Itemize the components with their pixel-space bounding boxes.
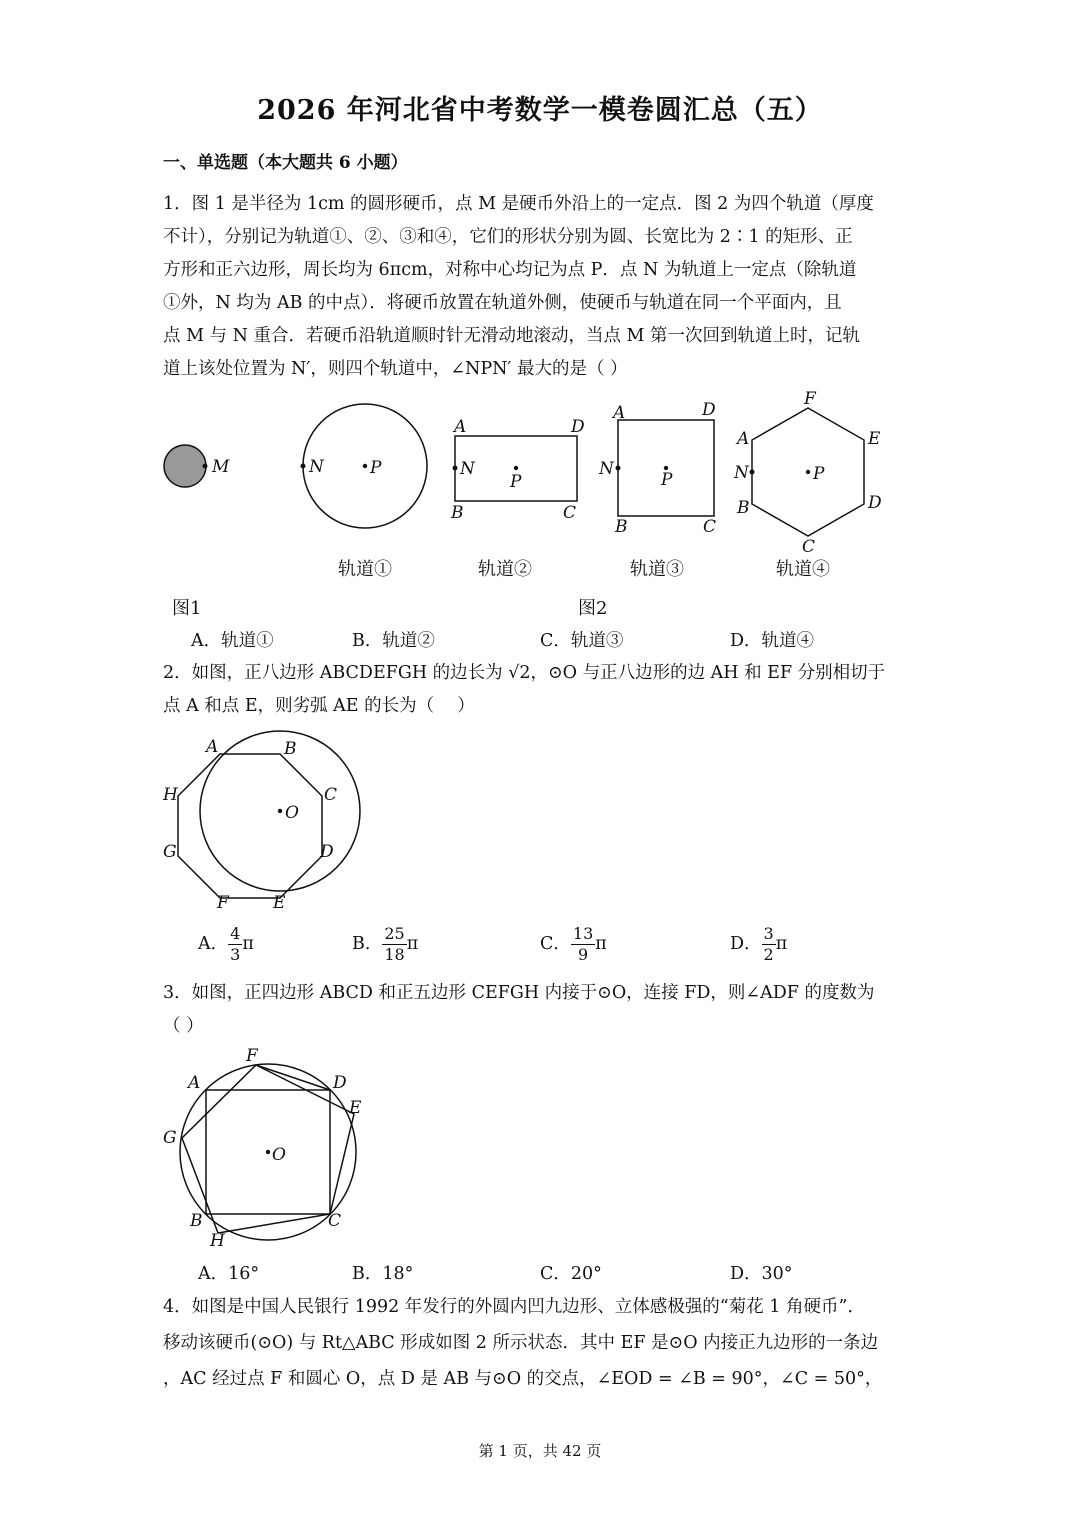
octagon-shape [178, 754, 322, 898]
pi-symbol: π [595, 934, 607, 954]
q3-option-b[interactable]: B．18° [352, 1264, 414, 1284]
track-4-caption: 轨道④ [776, 559, 830, 580]
q1-option-b[interactable]: B．轨道② [352, 631, 435, 651]
q1-option-a[interactable]: A．轨道① [191, 631, 274, 651]
text-line: ①外，N 均为 AB 的中点）．将硬币放置在轨道外侧，使硬币与轨道在同一个平面内，且 [163, 293, 842, 313]
figure-1-caption: 图1 [172, 598, 202, 619]
q2-option-c[interactable] [540, 924, 607, 965]
pi-symbol: π [775, 934, 788, 954]
label-c: C [328, 1211, 342, 1231]
label-c: C [563, 503, 577, 523]
label-o: O [285, 803, 299, 823]
option-letter: A． [198, 934, 229, 954]
label-b: B [451, 503, 464, 523]
track-3-caption: 轨道③ [630, 559, 684, 580]
question-4-text [163, 1289, 923, 1397]
fraction-denominator: 2 [763, 945, 774, 964]
q3-option-d[interactable]: D．30° [730, 1264, 793, 1284]
label-a: A [613, 403, 626, 423]
label-o: O [272, 1145, 286, 1165]
label-e: E [273, 893, 286, 913]
q1-option-d[interactable]: D．轨道④ [730, 631, 815, 651]
label-a: A [737, 429, 750, 449]
fraction-denominator: 3 [230, 945, 241, 964]
label-n: N [309, 457, 324, 477]
point-n [301, 464, 306, 469]
label-a: A [454, 417, 467, 437]
text-line: 2．如图，正八边形 ABCDEFGH 的边长为 √2，⊙O 与正八边形的边 AH 和 EF 分别相切于 [163, 663, 886, 683]
label-b: B [615, 517, 628, 537]
question-3-figure [155, 1040, 375, 1255]
label-p: P [661, 470, 673, 490]
fraction-numerator: 13 [572, 924, 594, 943]
label-b: B [284, 739, 297, 759]
fraction [382, 924, 406, 965]
figure-2-caption: 图2 [578, 598, 608, 619]
q1-option-c[interactable]: C．轨道③ [540, 631, 624, 651]
text-line: 移动该硬币(⊙O) 与 Rt△ABC 形成如图 2 所示状态．其中 EF 是⊙O 内接正九边形的一条边 [163, 1333, 879, 1353]
pi-symbol: π [242, 934, 254, 954]
pi-symbol: π [406, 934, 419, 954]
label-p: P [510, 472, 522, 492]
label-d: D [571, 417, 585, 437]
fraction-denominator: 9 [577, 945, 589, 964]
question-1-text [163, 188, 923, 386]
label-d: D [868, 493, 882, 513]
label-p: P [813, 464, 825, 484]
text-line: 4．如图是中国人民银行 1992 年发行的外圆内凹九边形、立体感极强的“菊花 1 角硬币”． [163, 1297, 865, 1317]
q3-option-c[interactable]: C．20° [540, 1264, 602, 1284]
label-f: F [217, 893, 229, 913]
label-n: N [734, 463, 749, 483]
question-2-figure [155, 730, 375, 915]
label-p: P [370, 458, 382, 478]
label-d: D [702, 400, 716, 420]
q3-option-a[interactable]: A．16° [198, 1264, 260, 1284]
segment-fd [256, 1065, 330, 1090]
label-d: D [320, 842, 334, 862]
point-m [203, 464, 208, 469]
label-d: D [333, 1073, 347, 1093]
label-c: C [324, 785, 338, 805]
label-e: E [868, 429, 881, 449]
label-f: F [804, 389, 816, 409]
question-3-text [163, 977, 923, 1043]
fraction [571, 924, 595, 965]
label-h: H [163, 785, 178, 805]
track-1-caption: 轨道① [338, 559, 392, 580]
label-b: B [737, 498, 750, 518]
label-g: G [163, 1128, 177, 1148]
fraction-denominator: 18 [384, 945, 405, 964]
text-line: 点 A 和点 E，则劣弧 AE 的长为（ ） [163, 696, 475, 716]
text-line: 点 M 与 N 重合．若硬币沿轨道顺时针无滑动地滚动，当点 M 第一次回到轨道上时，记轨 [163, 326, 861, 346]
label-c: C [802, 537, 816, 557]
label-f: F [246, 1046, 258, 1066]
text-line: 道上该处位置为 N′，则四个轨道中，∠NPN′ 最大的是（ ） [163, 359, 628, 379]
fraction-numerator: 4 [230, 924, 241, 943]
section-heading: 一、单选题（本大题共 6 小题） [163, 153, 408, 173]
option-letter: B． [352, 934, 383, 954]
coin-shape [164, 445, 206, 487]
point-n [750, 470, 755, 475]
track-2-caption: 轨道② [478, 559, 532, 580]
fraction [762, 924, 776, 965]
question-2-text [163, 657, 923, 723]
label-c: C [703, 517, 717, 537]
text-line: 1．图 1 是半径为 1cm 的圆形硬币，点 M 是硬币外沿上的一定点．图 2 为四个轨道（厚度 [163, 194, 874, 214]
q2-option-b[interactable] [352, 924, 418, 965]
page-footer: 第 1 页，共 42 页 [478, 1442, 602, 1460]
option-letter: C． [540, 934, 571, 954]
q2-option-a[interactable] [198, 924, 254, 965]
label-a: A [206, 737, 219, 757]
text-line: 3．如图，正四边形 ABCD 和正五边形 CEFGH 内接于⊙O，连接 FD，则∠ADF 的度数为 [163, 983, 875, 1003]
label-n: N [460, 459, 475, 479]
point-o [266, 1150, 270, 1154]
label-n: N [599, 459, 614, 479]
q2-option-d[interactable] [730, 924, 787, 965]
text-line: （ ） [163, 1016, 204, 1036]
option-letter: D． [730, 934, 762, 954]
label-e: E [349, 1098, 362, 1118]
label-h: H [210, 1231, 225, 1251]
label-g: G [163, 842, 177, 862]
point-p [806, 470, 810, 474]
point-p [514, 466, 518, 470]
label-b: B [190, 1211, 203, 1231]
text-line: ，AC 经过点 F 和圆心 O，点 D 是 AB 与⊙O 的交点，∠EOD = ∠B = 90°，∠C = 50°， [163, 1369, 883, 1389]
point-n [453, 466, 458, 471]
point-n [616, 466, 621, 471]
fraction-numerator: 25 [384, 924, 405, 943]
text-line: 方形和正六边形，周长均为 6πcm，对称中心均记为点 P．点 N 为轨道上一定点（除轨道 [163, 260, 857, 280]
label-a: A [188, 1073, 201, 1093]
label-m: M [212, 457, 230, 477]
point-p [363, 464, 367, 468]
fraction [228, 924, 242, 965]
text-line: 不计），分别记为轨道①、②、③和④，它们的形状分别为圆、长宽比为 2∶1 的矩形、正 [163, 227, 853, 247]
page-title: 2026 年河北省中考数学一模卷圆汇总（五） [257, 95, 823, 126]
fraction-numerator: 3 [763, 924, 774, 943]
point-o [278, 809, 282, 813]
